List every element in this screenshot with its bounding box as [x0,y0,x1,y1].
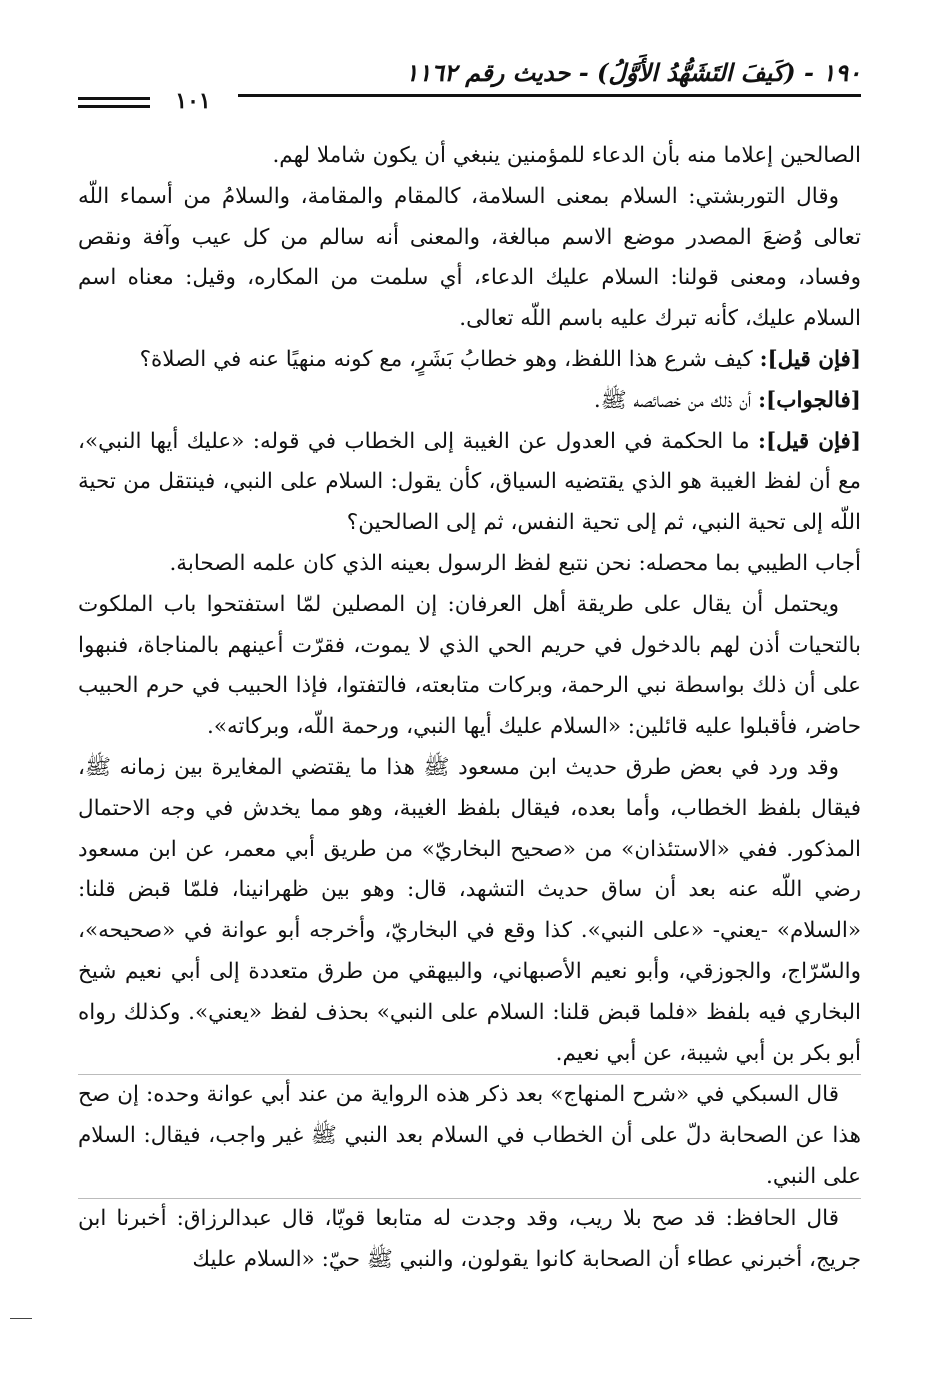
question-label: [فإن قيل]: [758,428,861,454]
header-double-rule-top [78,97,150,100]
answer-label: [فالجواب]: [758,387,861,413]
paragraph-text: وقد ورد في بعض طرق حديث ابن مسعود ﷺ هذا ما يقتضي المغايرة بين زمانه ﷺ، فيقال بلفظ الخطاب، وأما بعده، فيقال بلفظ الغيبة، وهو مما يخدش في وجه الاحتمال المذكور. ففي «الاستئذان» من «صحيح البخاريّ» من طريق أبي معمر، عن ابن مسعود رضي اللّه عنه بعد أن ساق حديث التشهد، قال: وهو بين ظهرانينا، فلمّا قبض قلنا: «السلام» -يعني- «على النبي». كذا وقع في البخاريّ، وأخرجه أبو عوانة في «صحيحه»، والسّرّاج، والجوزقي، وأبو نعيم الأصبهاني، والبيهقي من طرق متعددة إلى أبي نعيم شيخ البخاري فيه بلفظ «فلما قبض قلنا: السلام على النبي» بحذف لفظ «يعني». وكذلك رواه أبو بكر بن أبي شيبة، عن أبي نعيم. [78,754,861,1066]
paragraph-text: كيف شرع هذا اللفظ، وهو خطابُ بَشَرٍ، مع كونه منهيًا عنه في الصلاة؟ [139,346,760,372]
question-label: [فإن قيل]: [759,346,861,372]
margin-mark [10,1318,32,1319]
paragraph-text: ويحتمل أن يقال على طريقة أهل العرفان: إن المصلين لمّا استفتحوا باب الملكوت بالتحيات أذن لهم بالدخول في حريم الحي الذي لا يموت، فقرّت أعينهم بالمناجاة، فنبهوا على أن ذلك بواسطة نبي الرحمة، وبركات متابعته، فالتفتوا، فإذا الحبيب في حرم الحبيب حاضر، فأقبلوا عليه قائلين: «السلام عليك أيها النبي، ورحمة اللّه، وبركاته». [78,591,861,740]
page-number: ١٠١ [175,88,211,114]
question-paragraph [78,422,861,544]
running-header-title: ١٩٠ - (كَيفَ التَشَهُّدُ الأَوَّلُ) - حديث رقم ١١٦٢ [405,58,861,87]
paragraph [78,1074,861,1197]
paragraph-text: أن ذلك من خصائصه ﷺ. [593,387,759,413]
paragraph [78,177,861,340]
paragraph-text: أجاب الطيبي بما محصله: نحن نتبع لفظ الرسول بعينه الذي كان علمه الصحابة. [169,550,861,576]
paragraph [78,136,861,177]
body-text [78,136,861,1280]
answer-paragraph [78,381,861,422]
paragraph-text: قال الحافظ: قد صح بلا ريب، وقد وجدت له متابعا قويّا، قال عبدالرزاق: أخبرنا ابن جريج، أخبرني عطاء أن الصحابة كانوا يقولون، والنبي ﷺ حيّ: «السلام عليك [78,1205,861,1272]
paragraph-text: وقال التوربشتي: السلام بمعنى السلامة، كالمقام والمقامة، والسلامُ من أسماء اللّه تعالى وُضعَ المصدر موضع الاسم مبالغة، والمعنى أنه سالم من كل عيب وآفة ونقص وفساد، ومعنى قولنا: السلام عليك الدعاء، أي سلمت من المكاره، وقيل: معناه اسم السلام عليك، كأنه تبرك عليه باسم اللّه تعالى. [78,183,861,332]
paragraph-text: الصالحين إعلاما منه بأن الدعاء للمؤمنين ينبغي أن يكون شاملا لهم. [272,143,861,168]
paragraph [78,1198,861,1281]
header-rule [238,94,861,97]
question-paragraph [78,340,861,381]
paragraph-text: ما الحكمة في العدول عن الغيبة إلى الخطاب في قوله: «عليك أيها النبي»، مع أن لفظ الغيبة هو الذي يقتضيه السياق، كأن يقول: السلام على النبي، فينتقل من تحية اللّه إلى تحية النبي، ثم إلى تحية النفس، ثم إلى الصالحين؟ [78,428,861,536]
paragraph [78,544,861,585]
paragraph-text: قال السبكي في «شرح المنهاج» بعد ذكر هذه الرواية من عند أبي عوانة وحده: إن صح هذا عن الصحابة دلّ على أن الخطاب في السلام بعد النبي ﷺ غير واجب، فيقال: السلام على النبي. [78,1082,861,1189]
paragraph [78,748,861,1074]
header-double-rule-bottom [78,105,150,108]
paragraph [78,585,861,748]
